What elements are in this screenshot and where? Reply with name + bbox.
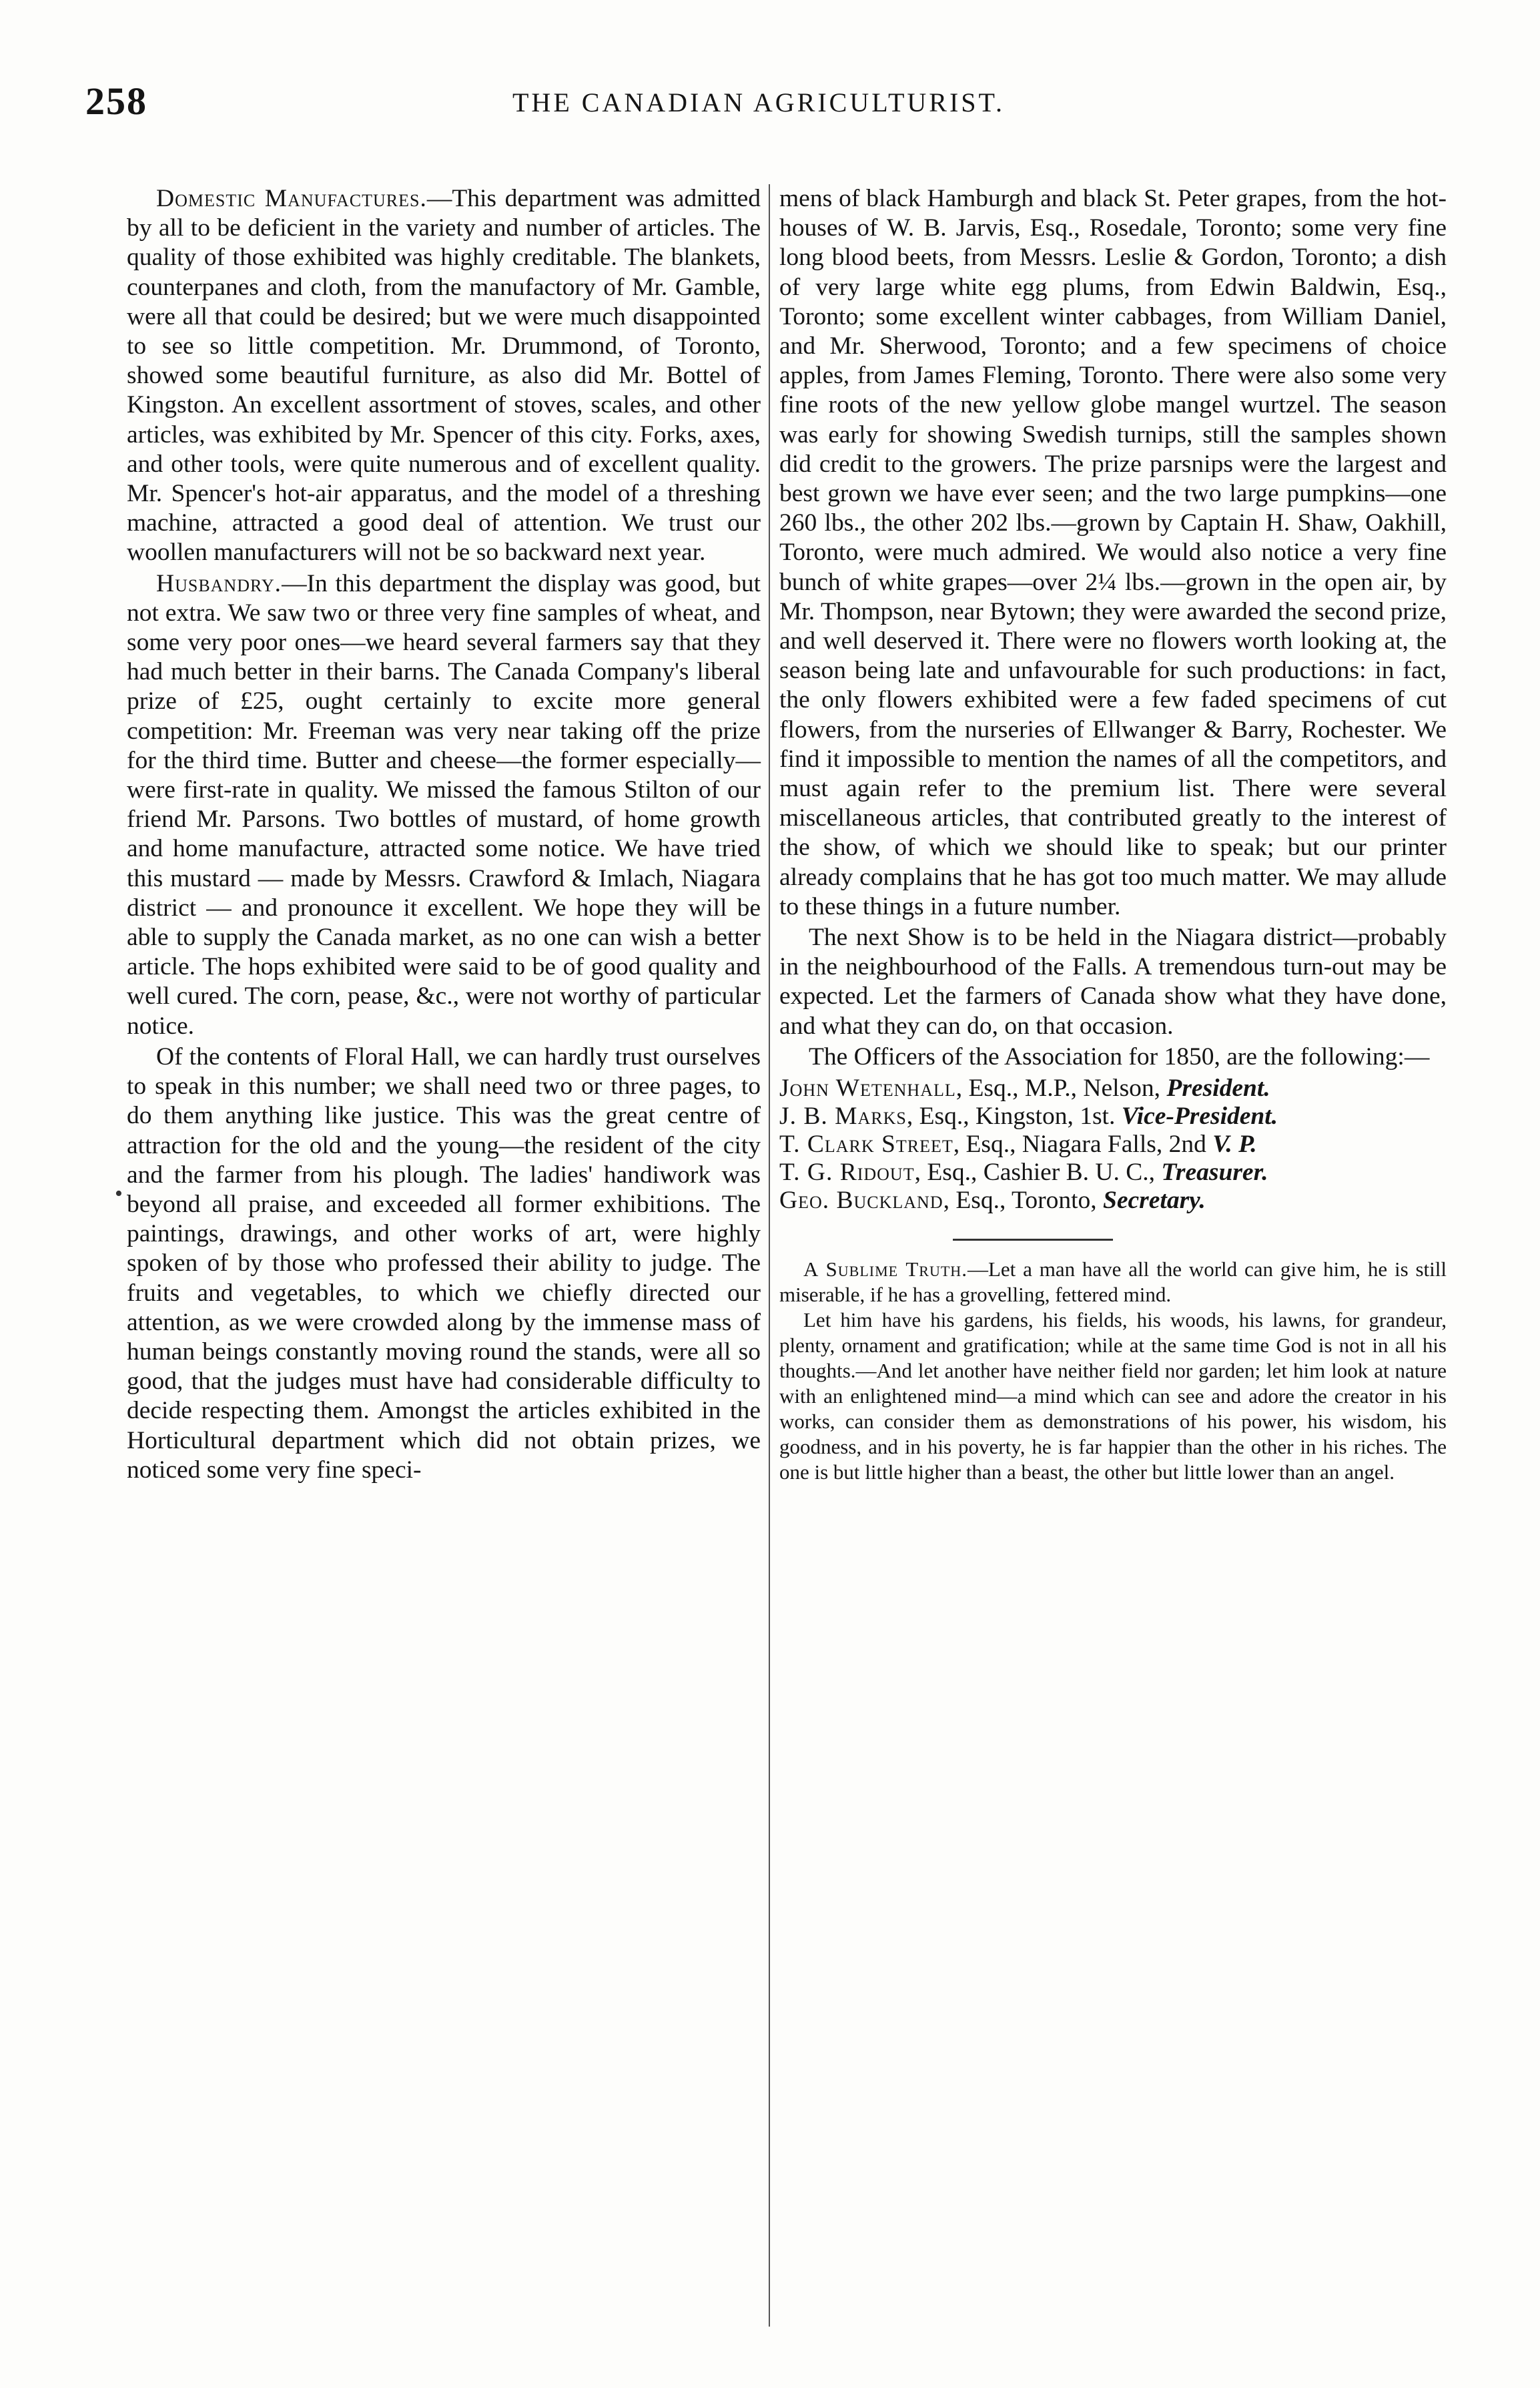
horticulture-paragraph: mens of black Hamburgh and black St. Peter grapes, from the hot-houses of W. B. Jarvis, Esq., Rosedale, Toronto; some very fine long blood beets, from Messrs. Leslie & Gordon, Toronto; a dish of very large white egg plums, from Edwin Baldwin, Esq., Toronto; some excellent winter cabbages, from William Daniel, and Mr. Sherwood, Toronto; and a few specimens of choice apples, from James Fleming, Toronto. There were also some very fine roots of the new yellow globe mangel wurtzel. The season was early for showing Swedish turnips, still the samples shown did credit to the growers. The prize parsnips were the largest and best grown we have ever seen; and the two large pumpkins—one 260 lbs., the other 202 lbs.—grown by Captain H. Shaw, Oakhill, Toronto, were much admired. We would also notice a very fine bunch of white grapes—over 2¼ lbs.—grown in the open air, by Mr. Thompson, near Bytown; they were awarded the second prize, and well deserved it. There were no flowers worth looking at, the season being late and unfavourable for such productions: in fact, the only flowers exhibited were a few faded specimens of cut flowers, from the nurseries of Ellwanger & Barry, Rochester. We find it impossible to mention the names of all the competitors, and must again refer to the premium list. There were several miscellaneous articles, that contributed greatly to the interest of the show, of which we should like to speak; but our printer already complains that he has got too much matter. We may allude to these things in a future number. xyxy=(779,185,1447,920)
left-column xyxy=(127,184,761,1485)
paragraph-text: —In this department the display was good, but not extra. We saw two or three very fine samples of wheat, and some very poor ones—we heard several farmers say that they had much better in their barns. The Canada Company's liberal prize of £25, ought certainly to excite more general competition: Mr. Freeman was very near taking off the prize for the third time. Butter and cheese—the former especially—were first-rate in quality. We missed the famous Stilton of our friend Mr. Parsons. Two bottles of mustard, of home growth and home manufacture, attracted some notice. We have tried this mustard — made by Messrs. Crawford & Imlach, Niagara district — and pronounce it excellent. We hope they will be able to supply the Canada market, as no one can wish a better article. The hops exhibited were said to be of good quality and well cured. The corn, pease, &c., were not worthy of particular notice. xyxy=(127,569,761,1040)
print-mark: • xyxy=(115,1181,123,1206)
officer-entry: Geo. Buckland, Esq., Toronto, Secretary. xyxy=(779,1187,1206,1215)
next-show-paragraph: The next Show is to be held in the Niagara district—probably in the neighbourhood of the Falls. A tremendous turn-out may be expected. Let the farmers of Canada show what they have done, and what they can do, on that occasion. xyxy=(779,924,1447,1040)
page-number: 258 xyxy=(85,79,147,123)
right-column xyxy=(779,184,1447,1485)
officer-entry: J. B. Marks, Esq., Kingston, 1st. Vice-President. xyxy=(779,1103,1278,1131)
sublime-truth-paragraph-2: Let him have his gardens, his fields, his woods, his lawns, for grandeur, plenty, ornament and gratification; while at the same time God is not in all his thoughts.—And let another have neither field nor garden; let him look at nature with an enlightened mind—a mind which can see and adore the creator in his works, can consider them as demonstrations of his power, his wisdom, his goodness, and in his poverty, he is far happier than the other in his riches. The one is but little higher than a beast, the other but little lower than an angel. xyxy=(779,1308,1447,1484)
husbandry-paragraph xyxy=(127,569,761,1041)
officers-intro: The Officers of the Association for 1850, are the following:— xyxy=(809,1042,1430,1071)
floral-hall-paragraph: Of the contents of Floral Hall, we can hardly trust ourselves to speak in this number; we shall need two or three pages, to do them anything like justice. This was the great centre of attraction for the old and the young—the resident of the city and the farmer from his plough. The ladies' handiwork was beyond all praise, and exceeded all former exhibitions. The paintings, drawings, and other works of art, were highly spoken of by those who professed their ability to judge. The fruits and vegetables, to which we chiefly directed our attention, as we were crowded along by the immense mass of human beings constantly moving round the stands, were all so good, that the judges must have had considerable difficulty to decide respecting them. Amongst the articles exhibited in the Horticultural department which did not obtain prizes, we noticed some very fine speci- xyxy=(127,1042,761,1484)
officer-entry: T. Clark Street, Esq., Niagara Falls, 2nd V. P. xyxy=(779,1131,1257,1159)
column-divider xyxy=(769,184,770,2327)
paragraph-text: —Let a man have all the world can give him, he is still miserable, if he has a grovelling, fettered mind. xyxy=(779,1257,1447,1307)
paragraph-text: —This department was admitted by all to be deficient in the variety and number of articles. The quality of those exhibited was highly creditable. The blankets, counterpanes and cloth, from the manufactory of Mr. Gamble, were all that could be desired; but we were much disappointed to see so little competition. Mr. Drummond, of Toronto, showed some beautiful furniture, as also did Mr. Bottel of Kingston. An excellent assortment of stoves, scales, and other articles, was exhibited by Mr. Spencer of this city. Forks, axes, and other tools, were quite numerous and of excellent quality. Mr. Spencer's hot-air apparatus, and the model of a threshing machine, attracted a good deal of attention. We trust our woollen manufacturers will not be so backward next year. xyxy=(127,185,761,567)
running-title: THE CANADIAN AGRICULTURIST. xyxy=(512,87,1005,117)
sublime-truth-paragraph xyxy=(779,1257,1447,1307)
officer-entry: T. G. Ridout, Esq., Cashier B. U. C., Treasurer. xyxy=(779,1159,1268,1187)
officer-entry: John Wetenhall, Esq., M.P., Nelson, President. xyxy=(779,1075,1270,1103)
section-heading: A Sublime Truth. xyxy=(803,1257,968,1281)
officers-list xyxy=(779,1075,1447,1215)
section-heading: Domestic Manufactures. xyxy=(156,185,427,212)
page-header xyxy=(85,79,1460,139)
section-rule xyxy=(953,1239,1113,1241)
section-heading: Husbandry. xyxy=(156,569,282,597)
domestic-manufactures-paragraph xyxy=(127,184,761,568)
